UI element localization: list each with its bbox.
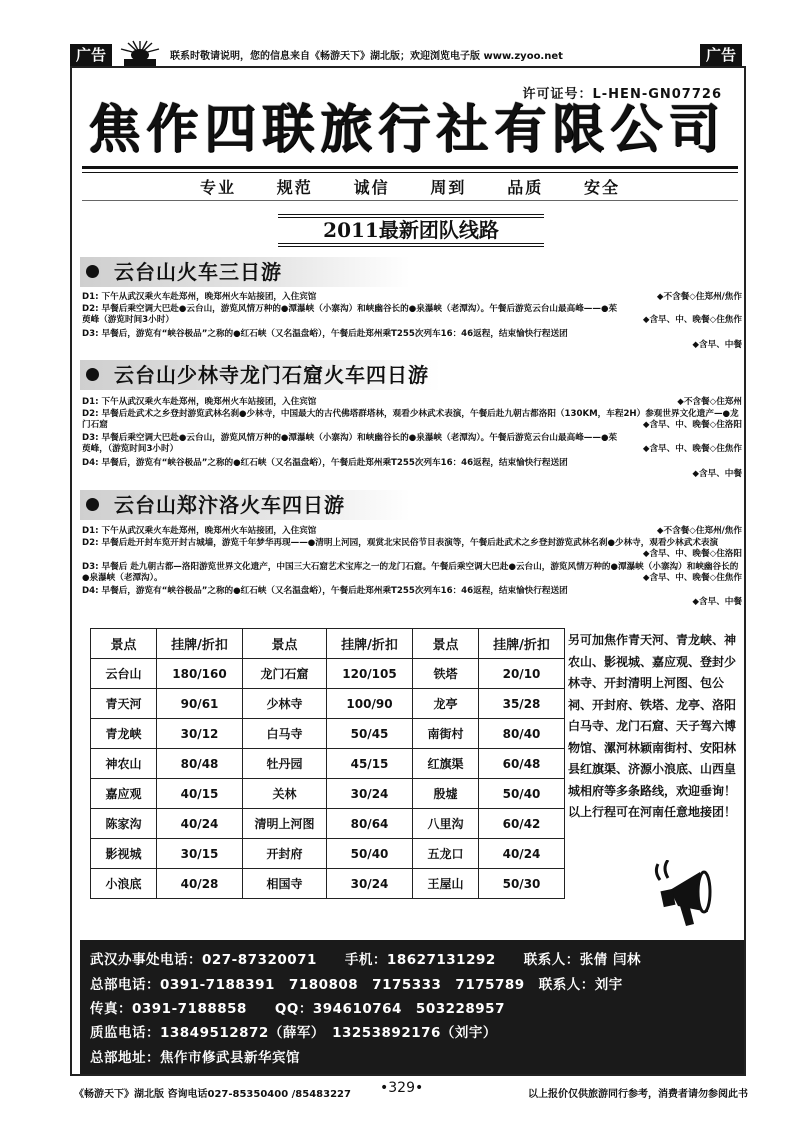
footer-publication: 《畅游天下》湖北版 咨询电话027-85350400 /85483227: [74, 1089, 351, 1100]
price-cell: 35/28: [479, 689, 565, 719]
column-header: 景点: [243, 629, 327, 659]
column-header: 挂牌/折扣: [479, 629, 565, 659]
attraction-cell: 白马寺: [243, 719, 327, 749]
contact-line: 总部电话：0391-7188391 7180808 7175333 7175789 联系人：刘宇: [90, 977, 623, 993]
slogan: 诚信: [353, 178, 390, 197]
itinerary-day: D3: 早餐后 赴九朝古都—洛阳游览世界文化遗产，中国三大石窟艺术宝库之一的龙门石窟。午餐后乘空调大巴赴●云台山，游览风情万种的●潭瀑峡（小寨沟）和峡幽谷长的●泉瀑峡（老潭沟）。 ◆含早、中、晚餐◇住焦作: [82, 562, 742, 583]
price-cell: 50/45: [327, 719, 413, 749]
price-cell: 80/64: [327, 809, 413, 839]
table-row: [91, 659, 565, 689]
price-cell: 80/48: [157, 749, 243, 779]
itinerary-day: D2: 早餐后乘空调大巴赴●云台山，游览风情万种的●潭瀑峡（小寨沟）和峡幽谷长的●泉瀑峡（老潭沟）。午餐后游览云台山最高峰——●茱萸峰（游览时间3小时） ◆含早、中、晚餐◇住焦作: [82, 304, 742, 325]
meal-info: ◆含早、中餐: [692, 340, 742, 350]
meal-info: ◆不含餐◇住郑州/焦作: [656, 526, 742, 536]
slogan: 安全: [583, 178, 620, 197]
ad-label-left: 广告: [70, 44, 112, 66]
attraction-cell: 开封府: [243, 839, 327, 869]
table-row: [91, 779, 565, 809]
price-cell: 30/24: [327, 779, 413, 809]
attraction-cell: 少林寺: [243, 689, 327, 719]
attraction-cell: 南街村: [413, 719, 479, 749]
footer-disclaimer: 以上报价仅供旅游同行参考，消费者请勿参阅此书: [528, 1089, 748, 1100]
attraction-cell: 殷墟: [413, 779, 479, 809]
meal-info: ◆含早、中、晚餐◇住洛阳: [642, 420, 742, 430]
attraction-cell: 龙亭: [413, 689, 479, 719]
table-row: [91, 809, 565, 839]
attraction-cell: 陈家沟: [91, 809, 157, 839]
attraction-cell: 八里沟: [413, 809, 479, 839]
price-cell: 60/42: [479, 809, 565, 839]
column-header: 景点: [91, 629, 157, 659]
attraction-cell: 嘉应观: [91, 779, 157, 809]
price-cell: 100/90: [327, 689, 413, 719]
route-title: 云台山少林寺龙门石窟火车四日游: [114, 363, 429, 387]
page-number: •329•: [380, 1080, 424, 1096]
route-heading: [80, 257, 410, 287]
column-header: 挂牌/折扣: [327, 629, 413, 659]
attraction-cell: 红旗渠: [413, 749, 479, 779]
table-header-row: [91, 629, 565, 659]
attraction-cell: 五龙口: [413, 839, 479, 869]
slogan: 专业: [200, 178, 237, 197]
meal-info: ◆不含餐◇住郑州: [677, 397, 742, 407]
attraction-cell: 云台山: [91, 659, 157, 689]
attraction-cell: 青天河: [91, 689, 157, 719]
table-row: [91, 749, 565, 779]
price-cell: 50/40: [327, 839, 413, 869]
bullet-icon: [86, 265, 99, 278]
price-cell: 90/61: [157, 689, 243, 719]
meal-info: ◆含早、中餐: [692, 597, 742, 607]
meal-info: ◆含早、中餐: [692, 469, 742, 479]
attraction-cell: 关林: [243, 779, 327, 809]
price-table: [90, 628, 565, 899]
slogan: 周到: [430, 178, 467, 197]
routes-title-box: [278, 213, 544, 247]
price-cell: 120/105: [327, 659, 413, 689]
price-cell: 50/40: [479, 779, 565, 809]
top-note: 联系时敬请说明，您的信息来自《畅游天下》湖北版；欢迎浏览电子版 www.zyoo.net: [170, 51, 563, 62]
meal-info: ◆含早、中、晚餐◇住焦作: [642, 315, 742, 325]
price-cell: 30/15: [157, 839, 243, 869]
slogan-row: [200, 175, 620, 198]
itinerary-day: D2: 早餐后赴武术之乡登封游览武林名刹●少林寺，中国最大的古代佛塔群塔林，观看少林武术表演，午餐后赴九朝古都洛阳（130KM，车程2H）参观世界文化遗产—●龙门石窟 ◆含早、中、晚餐◇住洛阳: [82, 409, 742, 430]
table-row: [91, 869, 565, 899]
meal-info: ◆不含餐◇住郑州/焦作: [656, 292, 742, 302]
divider: [82, 172, 738, 173]
price-cell: 30/12: [157, 719, 243, 749]
extra-routes-note: 另可加焦作青天河、青龙峡、神农山、影视城、嘉应观、登封少林寺、开封清明上河图、包公祠、开封府、铁塔、龙亭、洛阳白马寺、龙门石窟、天子驾六博物馆、漯河林颖南街村、安阳林县红旗渠、济源小浪底、山西皇城相府等多条路线，欢迎垂询！以上行程可在河南任意地接团！: [568, 633, 737, 819]
attraction-cell: 影视城: [91, 839, 157, 869]
meal-info: ◆含早、中、晚餐◇住焦作: [642, 573, 742, 583]
price-cell: 30/24: [327, 869, 413, 899]
itinerary-day: D4: 早餐后，游览有“峡谷极品”之称的●红石峡（又名温盘峪），午餐后赴郑州乘T255次列车16：46返程，结束愉快行程送团 ◆含早、中餐: [82, 458, 742, 479]
contact-box: [80, 940, 744, 1074]
attraction-cell: 相国寺: [243, 869, 327, 899]
price-cell: 40/24: [479, 839, 565, 869]
company-name: 焦作四联旅行社有限公司: [87, 99, 726, 160]
divider: [82, 200, 738, 201]
route-title: 云台山火车三日游: [114, 260, 282, 284]
divider: [82, 166, 738, 169]
contact-line: 武汉办事处电话：027-87320071 手机：18627131292 联系人：张倩 闫林: [90, 952, 641, 968]
itinerary-day: D3: 早餐后，游览有“峡谷极品”之称的●红石峡（又名温盘峪），午餐后赴郑州乘T255次列车16：46返程，结束愉快行程送团 ◆含早、中餐: [82, 329, 742, 350]
table-row: [91, 689, 565, 719]
itinerary-day: D3: 早餐后乘空调大巴赴●云台山，游览风情万种的●潭瀑峡（小寨沟）和峡幽谷长的●泉瀑峡（老潭沟）。午餐后游览云台山最高峰——●茱萸峰，（游览时间3小时） ◆含早、中、晚餐◇住焦作: [82, 433, 742, 454]
sun-logo-icon: [118, 40, 162, 68]
bullet-icon: [86, 368, 99, 381]
price-cell: 80/40: [479, 719, 565, 749]
itinerary-day: ◆不含餐◇住郑州/焦作 D1: 下午从武汉乘火车赴郑州，晚郑州火车站接团，入住宾馆: [82, 526, 742, 536]
itinerary-day: ◆不含餐◇住郑州 D1: 下午从武汉乘火车赴郑州，晚郑州火车站接团，入住宾馆: [82, 397, 742, 407]
slogan: 规范: [276, 178, 313, 197]
meal-info: ◆含早、中、晚餐◇住洛阳: [642, 549, 742, 559]
attraction-cell: 王屋山: [413, 869, 479, 899]
price-cell: 40/15: [157, 779, 243, 809]
price-cell: 50/30: [479, 869, 565, 899]
contact-line: 传真：0391-7188858 QQ：394610764 503228957: [90, 1001, 505, 1017]
price-cell: 180/160: [157, 659, 243, 689]
price-cell: 60/48: [479, 749, 565, 779]
itinerary-day: D4: 早餐后，游览有“峡谷极品”之称的●红石峡（又名温盘峪），午餐后赴郑州乘T255次列车16：46返程，结束愉快行程送团 ◆含早、中餐: [82, 586, 742, 607]
routes-title: 2011最新团队线路: [323, 218, 499, 242]
contact-line: 总部地址：焦作市修武县新华宾馆: [90, 1050, 300, 1066]
license-number: 许可证号：L-HEN-GN07726: [522, 87, 722, 102]
attraction-cell: 小浪底: [91, 869, 157, 899]
meal-info: ◆含早、中、晚餐◇住焦作: [642, 444, 742, 454]
attraction-cell: 铁塔: [413, 659, 479, 689]
table-row: [91, 839, 565, 869]
route-heading: [80, 490, 410, 520]
column-header: 挂牌/折扣: [157, 629, 243, 659]
ad-label-right: 广告: [700, 44, 742, 66]
price-cell: 40/28: [157, 869, 243, 899]
attraction-cell: 龙门石窟: [243, 659, 327, 689]
price-cell: 40/24: [157, 809, 243, 839]
bullet-icon: [86, 498, 99, 511]
price-cell: 45/15: [327, 749, 413, 779]
price-cell: 20/10: [479, 659, 565, 689]
itinerary-day: ◆不含餐◇住郑州/焦作 D1: 下午从武汉乘火车赴郑州，晚郑州火车站接团，入住宾馆: [82, 292, 742, 302]
contact-line: 质监电话：13849512872（薛军） 13253892176（刘宇）: [90, 1025, 497, 1041]
attraction-cell: 清明上河图: [243, 809, 327, 839]
attraction-cell: 神农山: [91, 749, 157, 779]
route-title: 云台山郑汴洛火车四日游: [114, 493, 345, 517]
slogan: 品质: [507, 178, 544, 197]
table-row: [91, 719, 565, 749]
route-heading: [80, 360, 440, 390]
itinerary-day: D2: 早餐后赴开封车览开封古城墙，游览千年梦华再现——●清明上河园，观赏北宋民俗节目表演等，午餐后赴武术之乡登封游览武林名刹●少林寺，观看少林武术表演 ◆含早、中、晚餐◇住洛阳: [82, 538, 742, 559]
column-header: 景点: [413, 629, 479, 659]
attraction-cell: 牡丹园: [243, 749, 327, 779]
attraction-cell: 青龙峡: [91, 719, 157, 749]
megaphone-icon: [650, 860, 722, 930]
